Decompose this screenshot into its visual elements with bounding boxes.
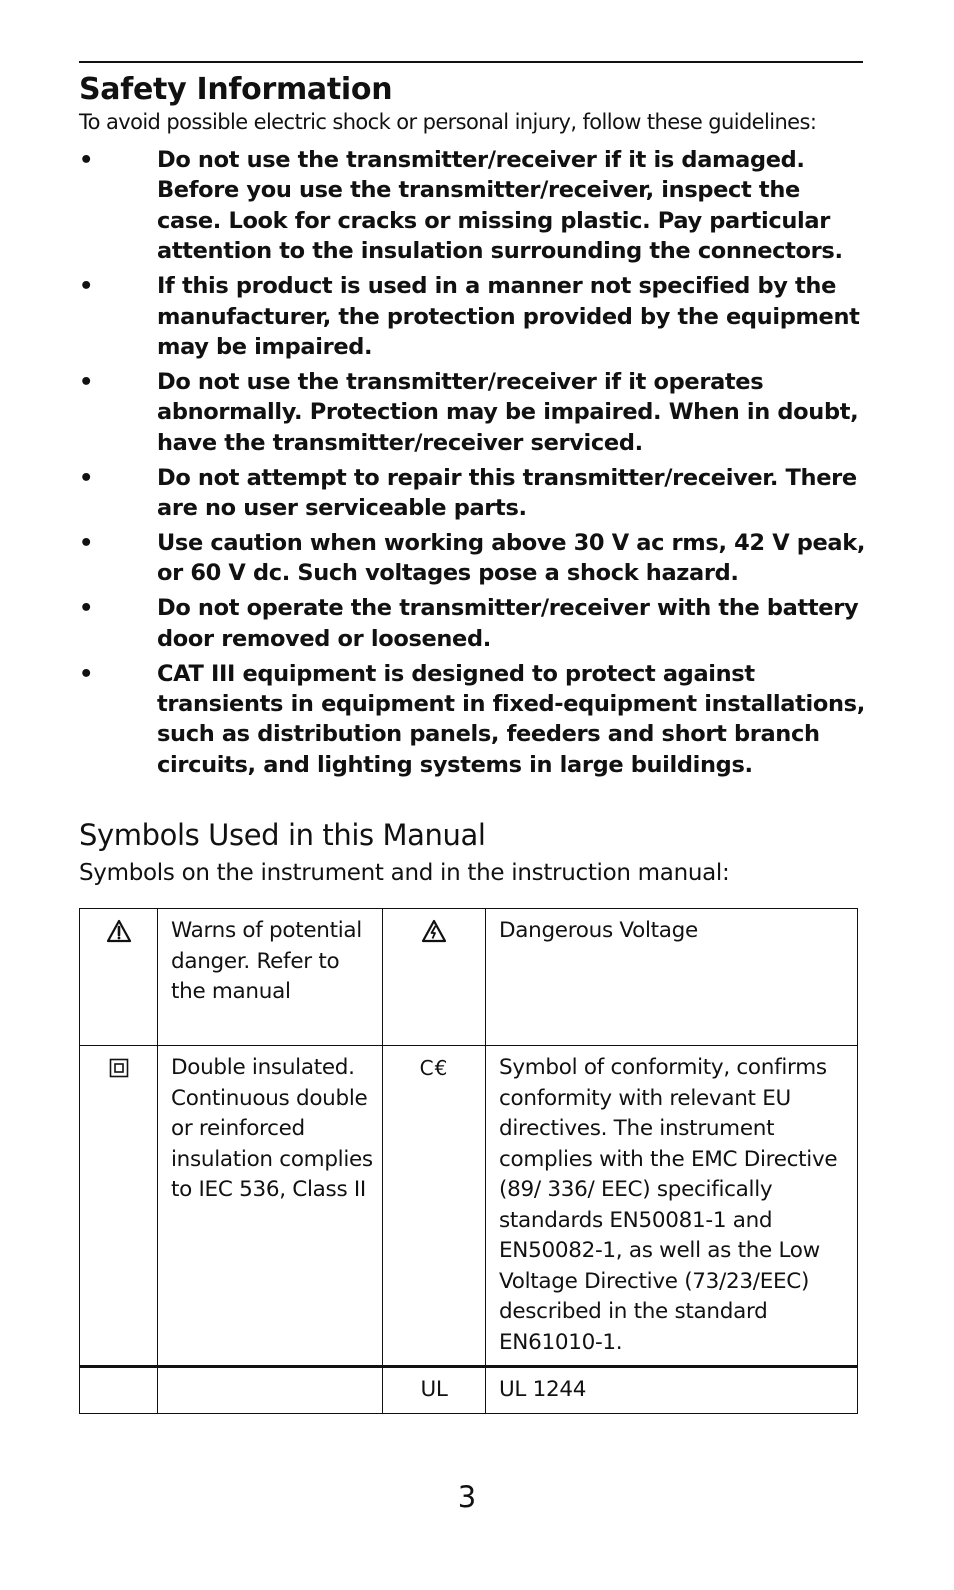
double-insulation-icon xyxy=(80,1046,158,1367)
ul-mark: UL xyxy=(383,1367,486,1414)
symbol-description: Warns of potential danger. Refer to the manual xyxy=(158,909,383,1046)
list-item xyxy=(79,271,869,362)
list-item xyxy=(79,593,869,654)
table-row xyxy=(80,909,858,1046)
safety-intro: To avoid possible electric shock or personal injury, follow these guidelines: xyxy=(79,110,817,134)
symbols-table xyxy=(79,908,858,1414)
list-item xyxy=(79,145,869,267)
symbols-subtitle: Symbols on the instrument and in the instruction manual: xyxy=(79,860,730,886)
bullet-icon: • xyxy=(79,368,94,395)
safety-title: Safety Information xyxy=(79,72,393,107)
ce-mark-text: C€ xyxy=(419,1056,449,1080)
list-item-text: Do not use the transmitter/receiver if it operates abnormally. Protection may be impaired. When in doubt, have the transmitter/receiver serviced. xyxy=(157,368,859,456)
list-item xyxy=(79,463,869,524)
bullet-icon: • xyxy=(79,595,94,622)
page-number: 3 xyxy=(457,1480,477,1514)
bullet-icon: • xyxy=(79,147,94,173)
list-item-text: Do not attempt to repair this transmitter/receiver. There are no user serviceable parts. xyxy=(157,464,857,521)
symbol-description: Dangerous Voltage xyxy=(486,909,858,1046)
bullet-icon: • xyxy=(79,660,94,687)
list-item xyxy=(79,367,869,458)
symbol-description: Double insulated. Continuous double or reinforced insulation complies to IEC 536, Class II xyxy=(158,1046,383,1367)
table-row xyxy=(80,1367,858,1414)
list-item xyxy=(79,528,869,589)
safety-list xyxy=(79,145,869,785)
top-rule xyxy=(79,61,863,63)
dangerous-voltage-triangle-icon xyxy=(383,909,486,1046)
bullet-icon: • xyxy=(79,529,94,556)
list-item-text: If this product is used in a manner not specified by the manufacturer, the protection provided by the equipment may be impaired. xyxy=(157,273,860,360)
symbol-description: Symbol of conformity, confirms conformity with relevant EU directives. The instrument complies with the EMC Directive (89/ 336/ EEC) specifically standards EN50081-1 and EN50082-1, as well as the Low Voltage Directive (73/23/EEC) described in the standard EN61010-1. xyxy=(486,1046,858,1367)
bullet-icon: • xyxy=(79,273,94,300)
list-item-text: Do not operate the transmitter/receiver with the battery door removed or loosened. xyxy=(157,595,859,652)
warning-triangle-icon xyxy=(80,909,158,1046)
symbols-title: Symbols Used in this Manual xyxy=(79,818,486,852)
ce-mark-icon xyxy=(383,1046,486,1367)
bullet-icon: • xyxy=(79,464,94,491)
table-row xyxy=(80,1046,858,1367)
list-item-text: Use caution when working above 30 V ac rms, 42 V peak, or 60 V dc. Such voltages pose a shock hazard. xyxy=(157,529,866,587)
list-item-text: CAT III equipment is designed to protect against transients in equipment in fixed-equipment installations, such as distribution panels, feeders and short branch circuits, and lighting systems in large buildings. xyxy=(157,660,865,778)
empty-cell xyxy=(80,1367,158,1414)
symbol-description xyxy=(158,1367,383,1414)
list-item xyxy=(79,659,869,781)
list-item-text: Do not use the transmitter/receiver if it is damaged. Before you use the transmitter/receiver, inspect the case. Look for cracks or missing plastic. Pay particular attention to the insulation surrounding the connectors. xyxy=(157,147,843,265)
symbol-description: UL 1244 xyxy=(486,1367,858,1414)
